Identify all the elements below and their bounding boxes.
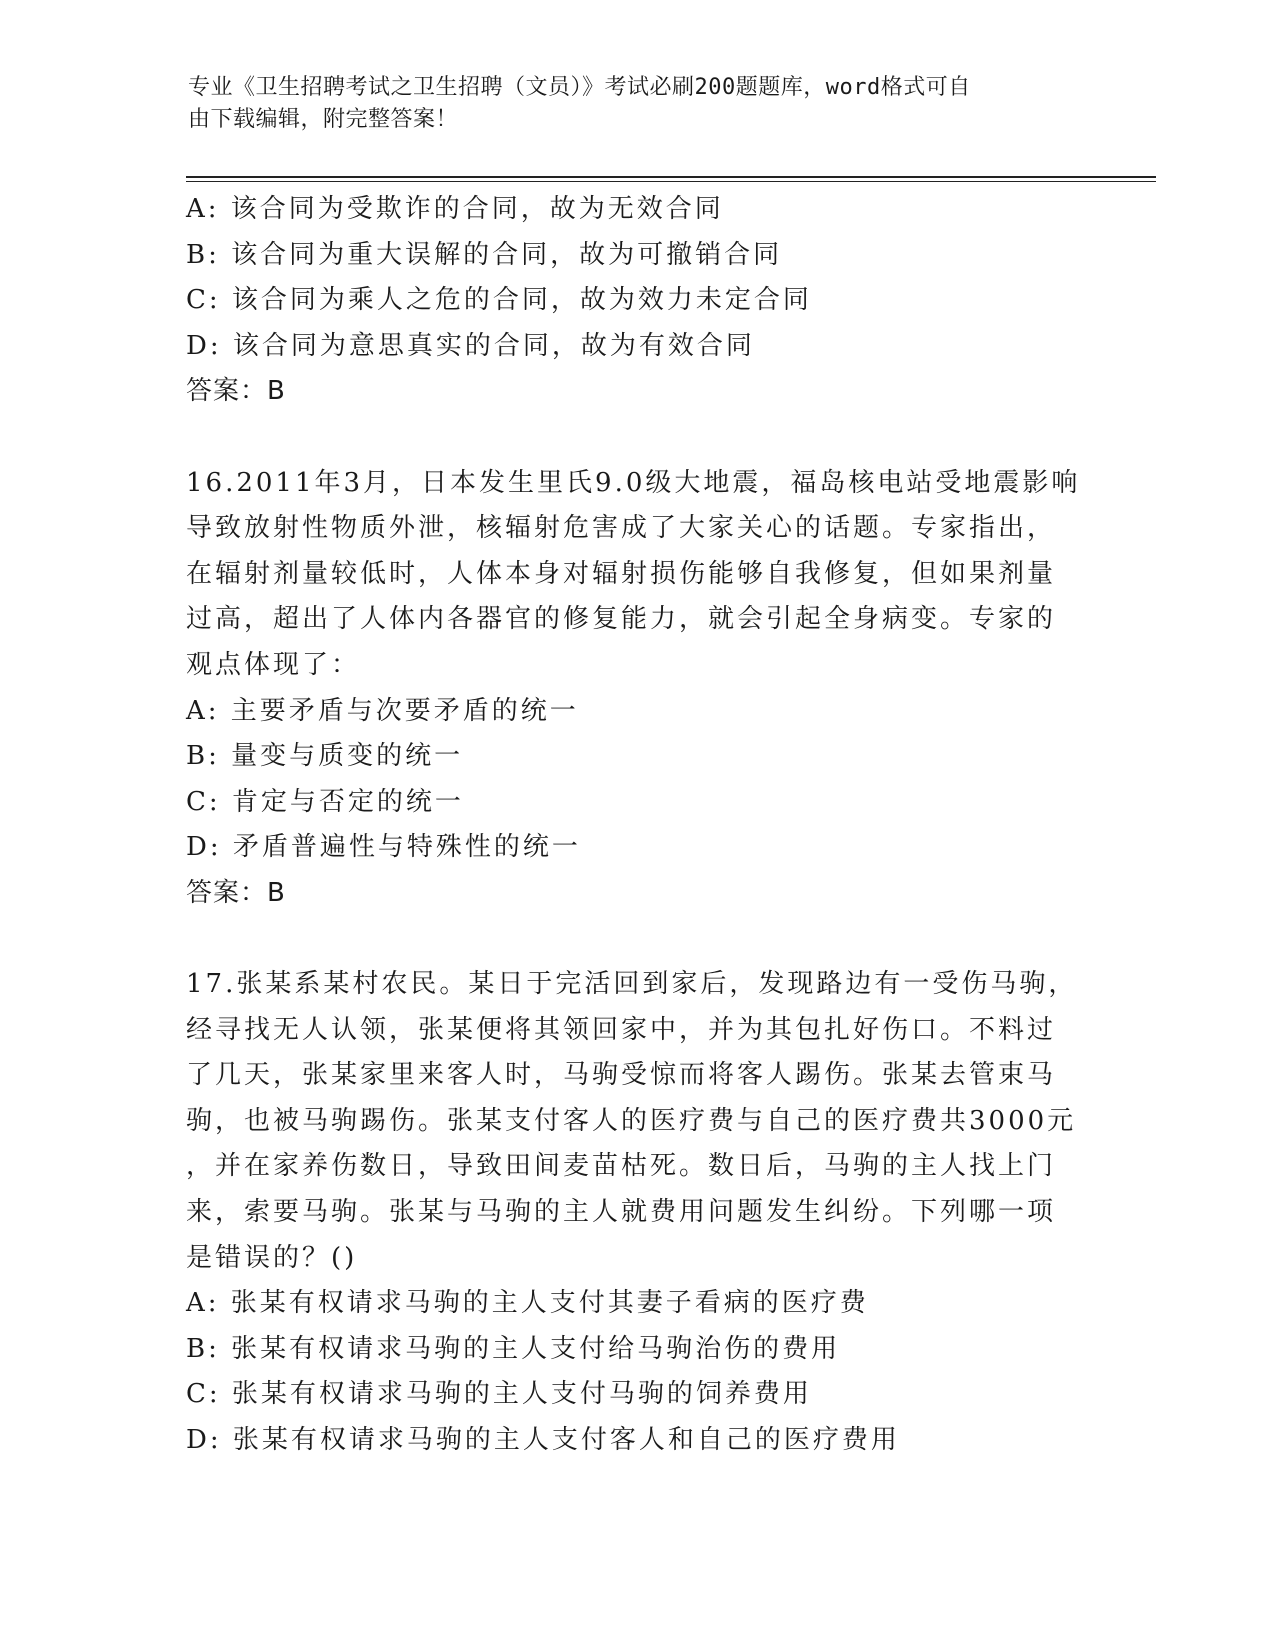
question-15: [186, 187, 1086, 415]
document-header: [188, 72, 1068, 136]
option-a: A: 该合同为受欺诈的合同，故为无效合同: [186, 194, 724, 224]
header-rule-thick: [186, 176, 1156, 178]
option-d: D: 张某有权请求马驹的主人支付客人和自己的医疗费用: [186, 1425, 900, 1456]
document-body: [186, 187, 1086, 1464]
option-b: B: 该合同为重大误解的合同，故为可撤销合同: [186, 239, 783, 270]
question-stem-line: 是错误的？(): [186, 1242, 358, 1273]
option-c: C: 肯定与否定的统一: [186, 786, 464, 817]
question-16: [186, 461, 1086, 917]
header-line-2: 由下载编辑，附完整答案！: [188, 107, 459, 132]
question-stem-line: 16.2011年3月，日本发生里氏9.0级大地震，福岛核电站受地震影响: [186, 467, 1081, 498]
option-d: D: 该合同为意思真实的合同，故为有效合同: [186, 330, 755, 361]
question-stem-line: 了几天，张某家里来客人时，马驹受惊而将客人踢伤。张某去管束马: [186, 1060, 1057, 1091]
question-stem-line: 来，索要马驹。张某与马驹的主人就费用问题发生纠纷。下列哪一项: [186, 1197, 1057, 1228]
option-c: C: 该合同为乘人之危的合同，故为效力未定合同: [186, 285, 812, 316]
option-b: B: 量变与质变的统一: [186, 741, 464, 772]
question-stem-line: ，并在家养伤数日，导致田间麦苗枯死。数日后，马驹的主人找上门: [186, 1151, 1057, 1182]
option-c: C: 张某有权请求马驹的主人支付马驹的饲养费用: [186, 1379, 812, 1410]
header-line-1: 专业《卫生招聘考试之卫生招聘（文员）》考试必刷200题题库，word格式可自: [188, 75, 971, 100]
question-stem-line: 驹，也被马驹踢伤。张某支付客人的医疗费与自己的医疗费共3000元: [186, 1105, 1077, 1136]
question-stem-line: 17.张某系某村农民。某日于完活回到家后，发现路边有一受伤马驹，: [186, 969, 1078, 1000]
question-stem-line: 经寻找无人认领，张某便将其领回家中，并为其包扎好伤口。不料过: [186, 1014, 1057, 1045]
spacer: [186, 917, 1086, 963]
question-stem-line: 过高，超出了人体内各器官的修复能力，就会引起全身病变。专家的: [186, 604, 1057, 635]
question-stem-line: 观点体现了：: [186, 649, 361, 680]
header-rule-thin: [186, 181, 1156, 182]
question-stem-line: 导致放射性物质外泄，核辐射危害成了大家关心的话题。专家指出，: [186, 513, 1057, 544]
question-17: [186, 962, 1086, 1464]
option-b: B: 张某有权请求马驹的主人支付给马驹治伤的费用: [186, 1333, 841, 1364]
question-stem-line: 在辐射剂量较低时，人体本身对辐射损伤能够自我修复，但如果剂量: [186, 558, 1057, 589]
answer-line: 答案：B: [186, 877, 286, 908]
answer-line: 答案：B: [186, 376, 286, 407]
option-a: A: 主要矛盾与次要矛盾的统一: [186, 695, 579, 726]
option-d: D: 矛盾普遍性与特殊性的统一: [186, 832, 581, 863]
option-a: A: 张某有权请求马驹的主人支付其妻子看病的医疗费: [186, 1288, 869, 1319]
spacer: [186, 415, 1086, 461]
